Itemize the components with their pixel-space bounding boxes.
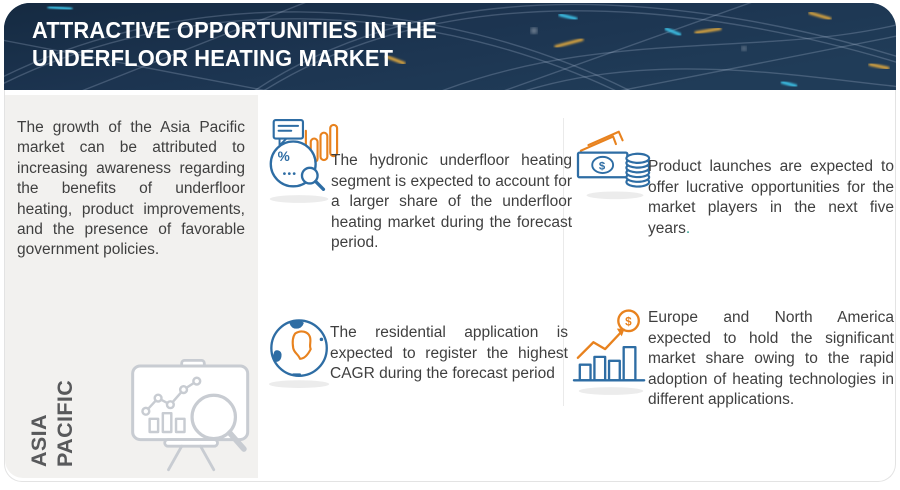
growth-chart-icon [572,307,650,402]
opportunity-residential-cagr [330,323,568,385]
svg-text:$: $ [598,160,606,173]
banner [4,3,896,90]
opportunity-text: Europe and North America expected to hold the significant market share owing to the rapid adoption of heating technologies in different applications. [648,309,894,408]
region-summary-text: The growth of the Asia Pacific market can be attributed to increasing awareness regarding the benefits of underfloor heating, product improvements, and the presence of favorable government policies. [17,119,245,259]
opportunity-text: The hydronic underfloor heating segment is expected to account for a larger share of the underfloor heating market during the forecast period. [331,152,572,251]
page-title [32,16,437,72]
opportunity-text-suffix: . [685,219,691,237]
region-label-line2: PACIFIC [53,379,77,467]
svg-text:%: % [277,149,290,164]
page-title-line1: ATTRACTIVE OPPORTUNITIES IN THE [32,17,437,43]
page-title-line2: UNDERFLOOR HEATING MARKET [32,45,394,71]
pie-analysis-icon [262,117,340,210]
opportunity-europe-north-america [648,308,894,411]
globe-icon [266,314,336,395]
presentation-analysis-icon [127,358,259,479]
region-label [26,347,80,467]
svg-text:$: $ [625,315,632,329]
opportunity-hydronic-segment [331,151,572,254]
region-label-line1: ASIA [27,414,51,467]
opportunity-text: Product launches are expected to offer lucrative opportunities for the market players in the next five years [648,158,894,237]
opportunity-product-launches [648,157,894,239]
money-icon [575,127,655,206]
opportunity-text: The residential application is expected to register the highest CAGR during the forecast period [330,324,568,382]
